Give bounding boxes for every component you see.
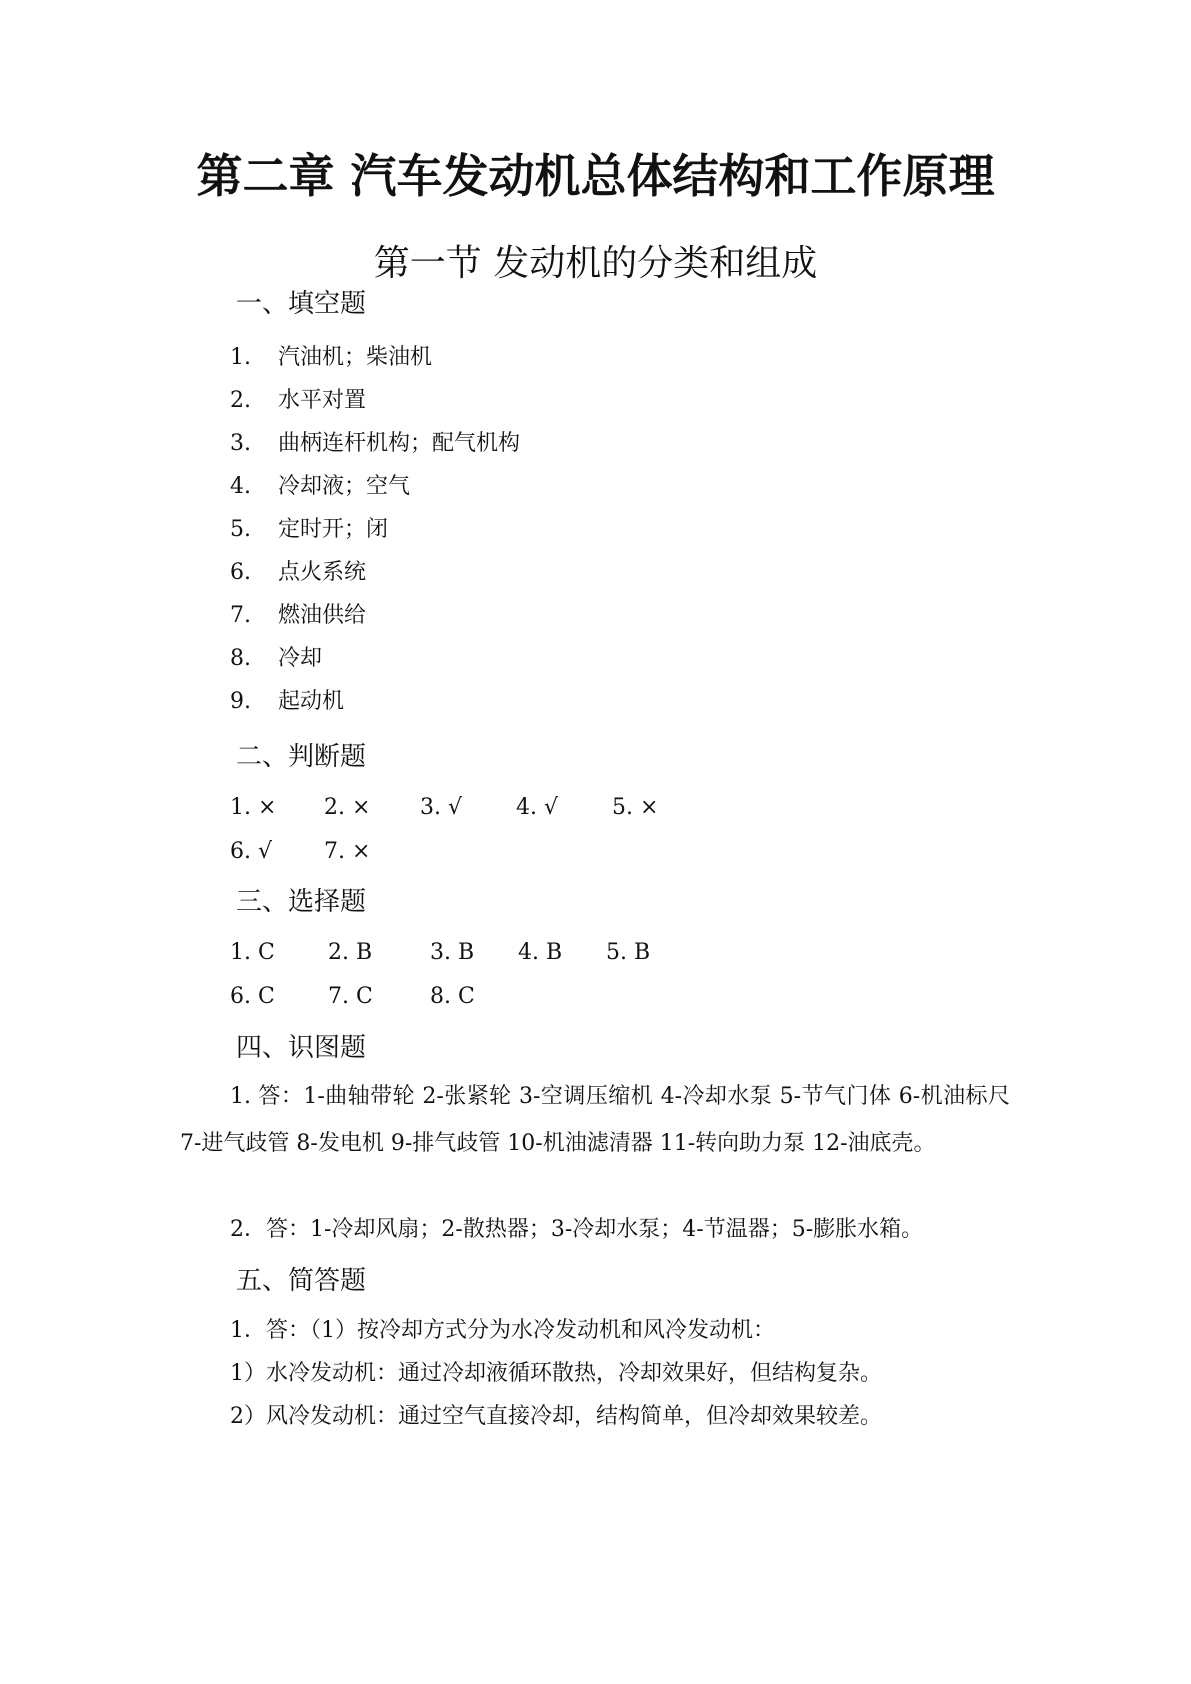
item-text: 点火系统 [278,560,367,585]
answer-cell: 7. C [328,984,373,1009]
answer-row [230,793,658,823]
item-number: 7. [230,603,251,628]
item-number: 9. [230,689,251,714]
item-text: 燃油供给 [278,603,367,628]
list-item [230,386,366,416]
answer-cell: 5. B [606,940,651,965]
answer-cell: 5. × [612,795,659,820]
short-answer-line: 1．答：（1）按冷却方式分为水冷发动机和风冷发动机： [230,1318,775,1343]
answer-cell: 4. B [518,940,563,965]
heading-fill-in: 一、填空题 [236,289,367,319]
item-text: 冷却液；空气 [278,474,411,499]
figure-answer-2: 2．答：1-冷却风扇；2-散热器；3-冷却水泵；4-节温器；5-膨胀水箱。 [230,1217,924,1242]
heading-multiple-choice: 三、选择题 [236,887,367,917]
item-number: 5. [230,517,251,542]
answer-cell: 3. √ [420,795,463,820]
answer-cell: 4. √ [516,795,559,820]
answer-cell: 2. × [324,795,371,820]
item-number: 6. [230,560,251,585]
item-number: 8. [230,646,251,671]
chapter-title: 第二章 汽车发动机总体结构和工作原理 [196,149,995,203]
answer-cell: 1. × [230,795,277,820]
list-item [230,687,344,717]
figure-answer-1: 1. 答：1-曲轴带轮 2-张紧轮 3-空调压缩机 4-冷却水泵 5-节气门体 6-机油标尺 7-进气歧管 8-发电机 9-排气歧管 10-机油滤清器 11-转向助力泵 12-油底壳。 [180,1084,1010,1156]
answer-row [230,938,650,968]
list-item [230,429,520,459]
list-item [230,601,366,631]
item-number: 1. [230,345,251,370]
answer-cell: 6. C [230,984,275,1009]
list-item [230,343,432,373]
heading-true-false: 二、判断题 [236,742,367,772]
section-title: 第一节 发动机的分类和组成 [373,243,818,284]
list-item [230,472,410,502]
item-text: 定时开；闭 [278,517,389,542]
item-number: 4. [230,474,251,499]
answer-cell: 8. C [430,984,475,1009]
answer-cell: 1. C [230,940,275,965]
answer-row [230,837,370,867]
item-number: 2. [230,388,251,413]
list-item [230,558,366,588]
item-text: 水平对置 [278,388,367,413]
list-item [230,515,388,545]
short-answer-line: 1）水冷发动机：通过冷却液循环散热，冷却效果好，但结构复杂。 [230,1361,882,1386]
item-text: 冷却 [278,646,323,671]
short-answer-line: 2）风冷发动机：通过空气直接冷却，结构简单，但冷却效果较差。 [230,1404,882,1429]
answer-cell: 3. B [430,940,475,965]
heading-figure-identification: 四、识图题 [236,1033,367,1063]
item-number: 3. [230,431,251,456]
answer-row [230,982,475,1012]
item-text: 起动机 [278,689,345,714]
item-text: 曲柄连杆机构；配气机构 [278,431,521,456]
answer-cell: 6. √ [230,839,273,864]
answer-cell: 7. × [324,839,371,864]
item-text: 汽油机；柴油机 [278,345,433,370]
answer-cell: 2. B [328,940,373,965]
heading-short-answer: 五、简答题 [236,1266,367,1296]
list-item [230,644,322,674]
